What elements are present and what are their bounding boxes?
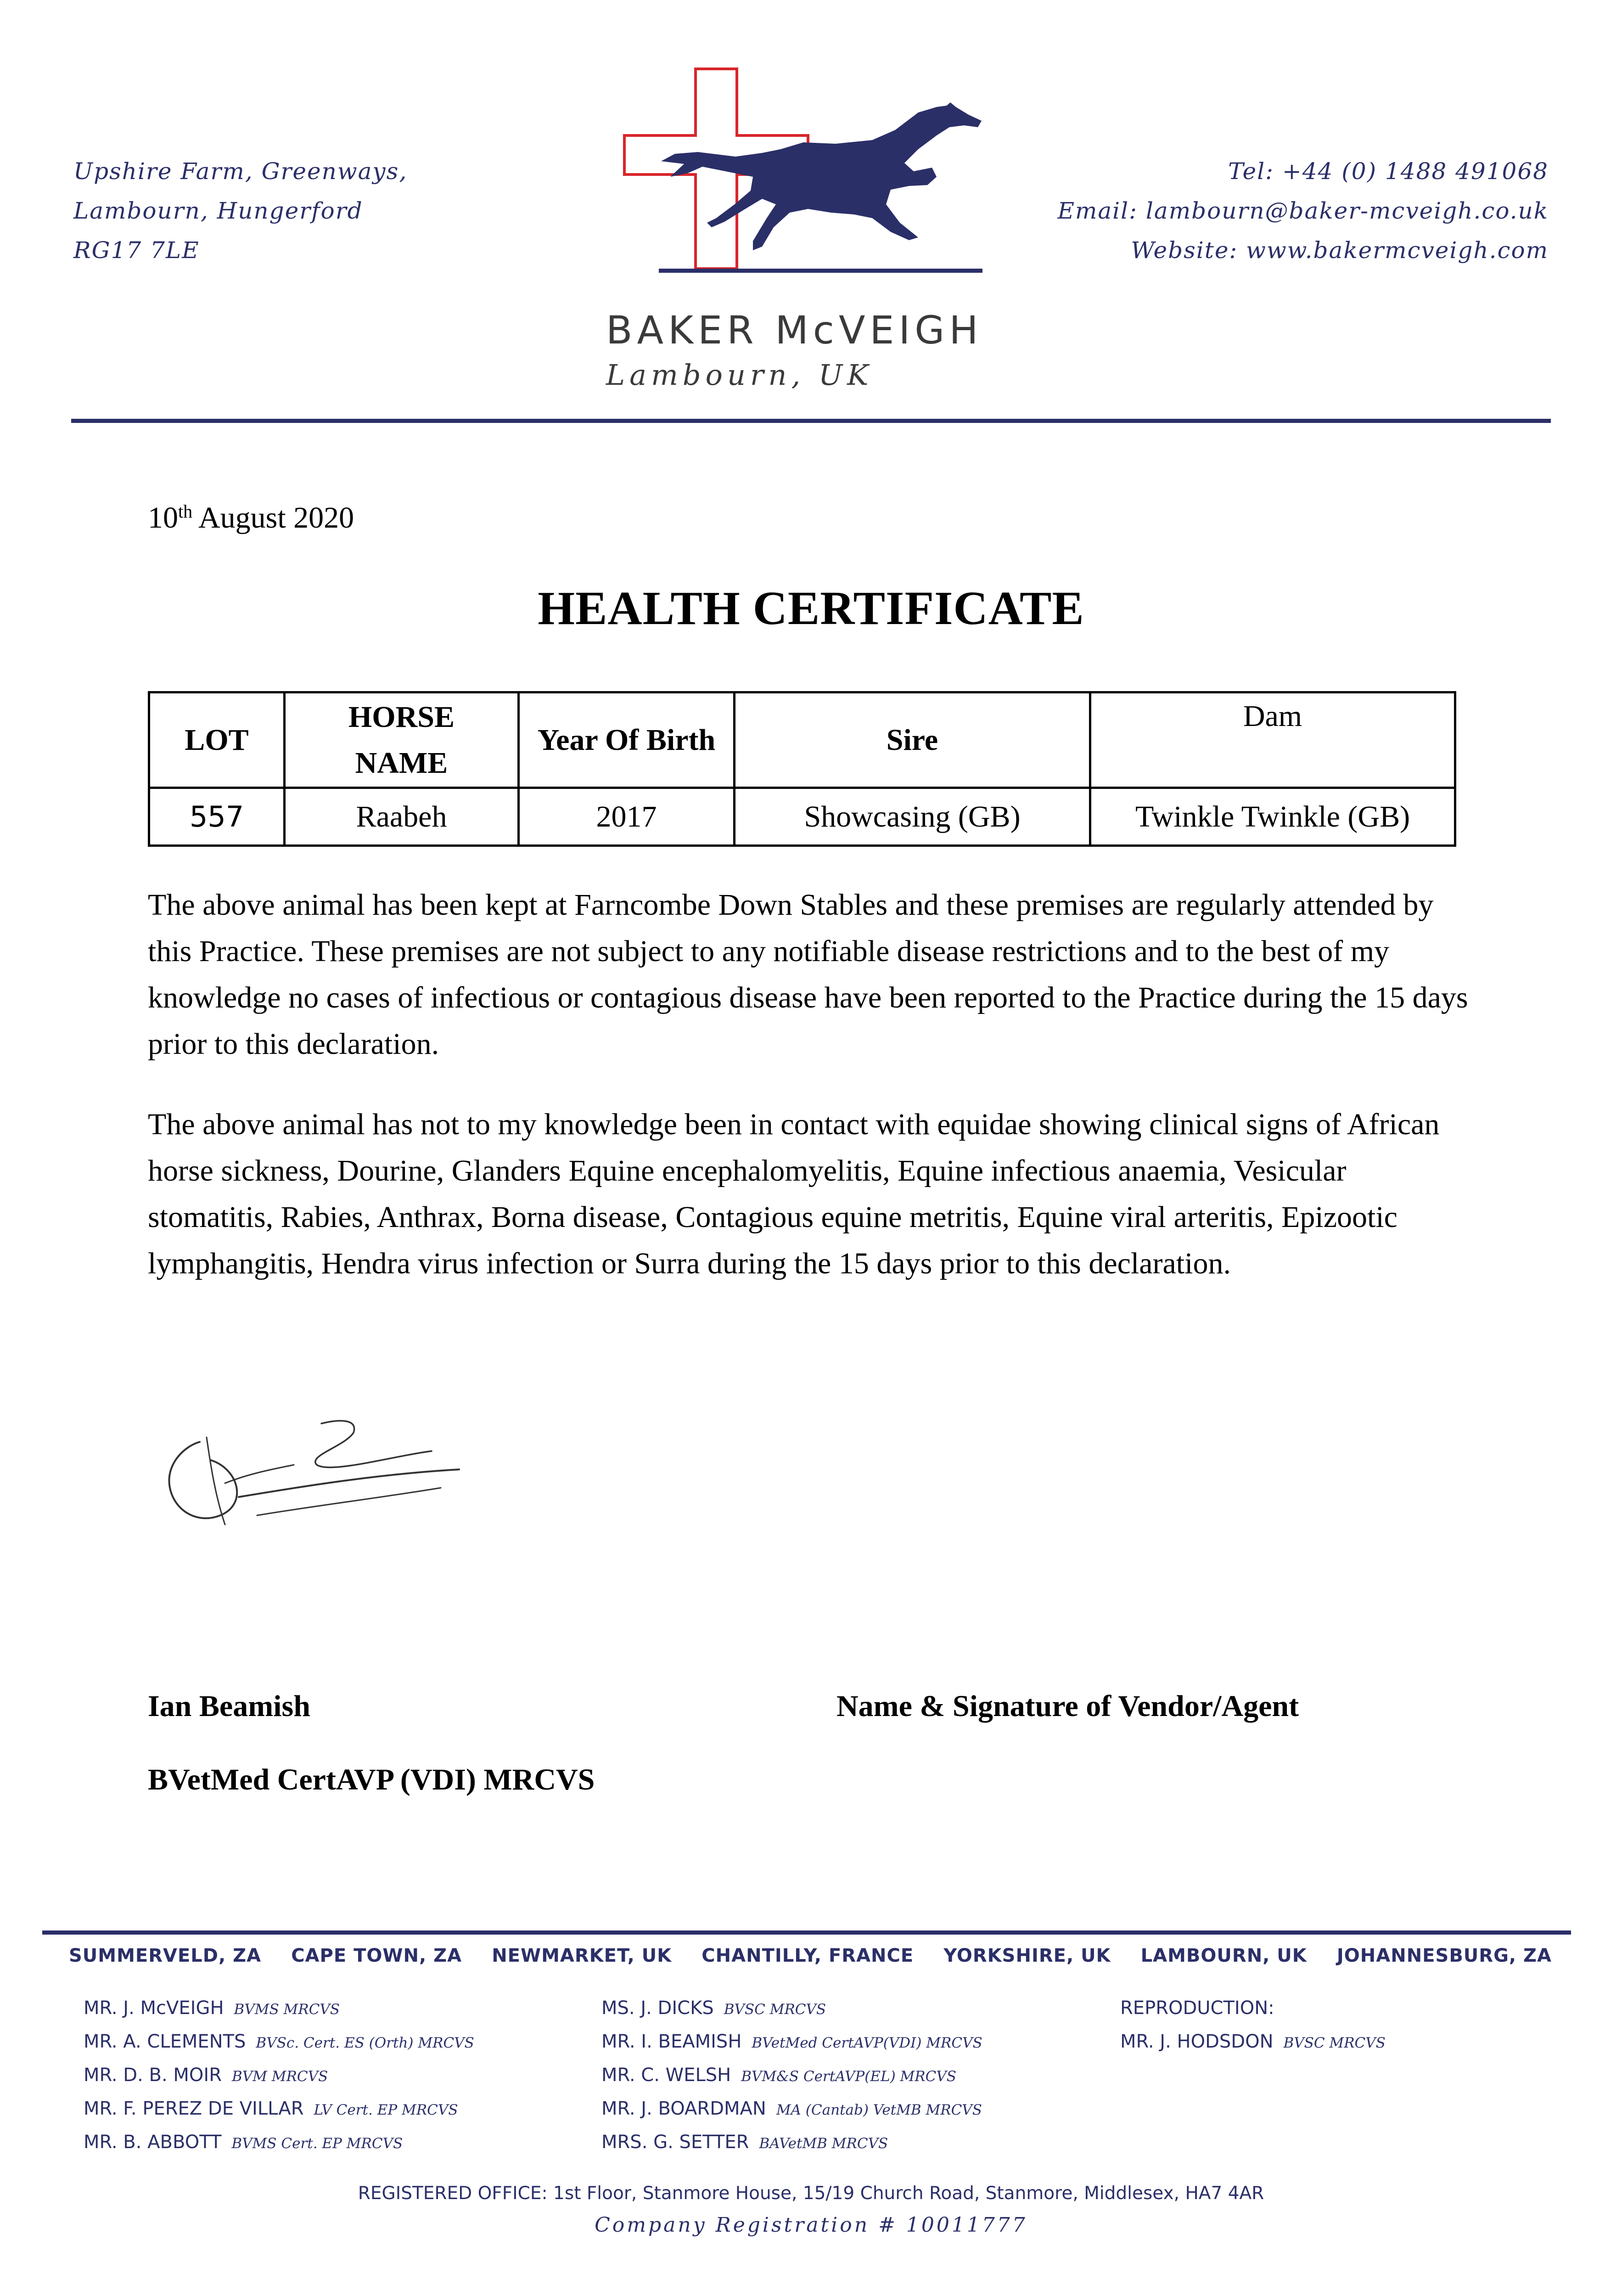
horse-details-table	[148, 691, 1456, 847]
staff-item	[601, 2065, 982, 2098]
staff-quals: LV Cert. EP MRCVS	[314, 2102, 458, 2118]
header-dam: Dam	[1090, 692, 1455, 788]
staff-name: MR. J. BOARDMAN	[601, 2098, 766, 2119]
staff-item	[84, 2031, 474, 2065]
office-locations	[69, 1945, 1552, 1966]
header-horse-line1: HORSE	[348, 700, 455, 734]
staff-item	[601, 1998, 982, 2031]
staff-quals: BVSc. Cert. ES (Orth) MRCVS	[256, 2035, 474, 2051]
address-line: Lambourn, Hungerford	[73, 197, 363, 224]
staff-item	[601, 2098, 982, 2132]
contact-email: Email: lambourn@baker-mcveigh.co.uk	[1057, 197, 1549, 224]
location-item: LAMBOURN, UK	[1140, 1945, 1307, 1966]
footer-divider	[42, 1930, 1571, 1935]
address-line: Upshire Farm, Greenways,	[73, 158, 408, 185]
contact-block	[1057, 152, 1549, 270]
cell-horse-name: Raabeh	[285, 788, 519, 846]
address-block	[73, 152, 407, 270]
cell-sire: Showcasing (GB)	[735, 788, 1090, 846]
staff-name: MR. B. ABBOTT	[84, 2132, 222, 2153]
contact-website: Website: www.bakermcveigh.com	[1131, 237, 1549, 264]
staff-name: MS. J. DICKS	[601, 1998, 714, 2019]
table-row	[149, 788, 1455, 846]
staff-quals: BVM MRCVS	[232, 2068, 328, 2085]
staff-name: MR. J. HODSDON	[1120, 2031, 1274, 2052]
date-day: 10	[148, 501, 178, 535]
staff-quals: MA (Cantab) VetMB MRCVS	[776, 2102, 982, 2118]
header-divider	[71, 419, 1551, 423]
staff-item	[601, 2031, 982, 2065]
cell-lot: 557	[149, 788, 285, 846]
staff-quals: BVSC MRCVS	[724, 2001, 826, 2018]
staff-item	[84, 1998, 474, 2031]
staff-item	[601, 2132, 982, 2165]
staff-name: MR. D. B. MOIR	[84, 2065, 222, 2086]
contact-phone: Tel: +44 (0) 1488 491068	[1228, 158, 1549, 185]
date-suffix: th	[178, 501, 193, 522]
brand-location: Lambourn, UK	[606, 358, 873, 392]
cell-dam: Twinkle Twinkle (GB)	[1090, 788, 1455, 846]
company-registration: Company Registration # 10011777	[595, 2213, 1027, 2237]
declaration-paragraph-2: The above animal has not to my knowledge been in contact with equidae showing clinical signs of African horse sickness, Dourine, Glanders Equine encephalomyelitis, Equine infectious anaemia, Vesicular stomatitis, Rabies, Anthrax, Borna disease, Contagious equine metritis, Equine viral arteritis, Epizootic lymphangitis, Hendra virus infection or Surra during the 15 days prior to this declaration.	[148, 1108, 1440, 1280]
staff-item	[84, 2132, 474, 2165]
header-year-of-birth: Year Of Birth	[519, 692, 735, 788]
staff-column-2	[601, 1998, 982, 2165]
location-item: SUMMERVELD, ZA	[69, 1945, 262, 1966]
location-item: YORKSHIRE, UK	[943, 1945, 1111, 1966]
header-lot: LOT	[149, 692, 285, 788]
staff-name: MR. C. WELSH	[601, 2065, 731, 2086]
staff-quals: BVetMed CertAVP(VDI) MRCVS	[752, 2035, 982, 2051]
table-header-row	[149, 692, 1455, 788]
staff-name: MR. J. McVEIGH	[84, 1998, 224, 2019]
staff-quals: BVMS Cert. EP MRCVS	[231, 2135, 403, 2152]
handwritten-signature	[156, 1405, 477, 1552]
staff-name: MRS. G. SETTER	[601, 2132, 749, 2153]
staff-item	[84, 2098, 474, 2132]
document-date	[148, 501, 354, 535]
location-item: CHANTILLY, FRANCE	[702, 1945, 914, 1966]
staff-column-1	[84, 1998, 474, 2165]
cell-year-of-birth: 2017	[519, 788, 735, 846]
location-item: NEWMARKET, UK	[492, 1945, 672, 1966]
header-horse-name	[285, 692, 519, 788]
declaration-paragraph-1: The above animal has been kept at Farncombe Down Stables and these premises are regularly attended by this Practice. These premises are not subject to any notifiable disease restrictions and to the best of my knowledge no cases of infectious or contagious disease have been reported to the Practice during the 15 days prior to this declaration.	[148, 888, 1468, 1061]
reproduction-label: REPRODUCTION:	[1120, 1998, 1274, 2019]
date-month-year: August 2020	[192, 501, 354, 535]
location-item: JOHANNESBURG, ZA	[1336, 1945, 1552, 1966]
vendor-signature-label: Name & Signature of Vendor/Agent	[836, 1689, 1299, 1723]
address-line: RG17 7LE	[73, 237, 200, 264]
staff-column-reproduction	[1120, 1998, 1386, 2065]
staff-item	[84, 2065, 474, 2098]
staff-quals: BAVetMB MRCVS	[759, 2135, 888, 2152]
signatory-qualification: BVetMed CertAVP (VDI) MRCVS	[148, 1763, 595, 1796]
staff-item	[1120, 2031, 1386, 2065]
header-horse-line2: NAME	[355, 746, 448, 780]
document-title: HEALTH CERTIFICATE	[538, 582, 1084, 635]
location-item: CAPE TOWN, ZA	[291, 1945, 462, 1966]
staff-name: MR. I. BEAMISH	[601, 2031, 742, 2052]
header-sire: Sire	[735, 692, 1090, 788]
signatory-name: Ian Beamish	[148, 1689, 310, 1723]
staff-quals: BVMS MRCVS	[234, 2001, 340, 2018]
registered-office: REGISTERED OFFICE: 1st Floor, Stanmore House, 15/19 Church Road, Stanmore, Middlesex, HA7 4AR	[358, 2183, 1264, 2204]
horse-cross-logo	[615, 67, 996, 282]
staff-quals: BVSC MRCVS	[1283, 2035, 1386, 2051]
staff-name: MR. F. PEREZ DE VILLAR	[84, 2098, 304, 2119]
staff-quals: BVM&S CertAVP(EL) MRCVS	[741, 2068, 956, 2085]
brand-name: BAKER McVEIGH	[606, 308, 983, 353]
staff-name: MR. A. CLEMENTS	[84, 2031, 246, 2052]
